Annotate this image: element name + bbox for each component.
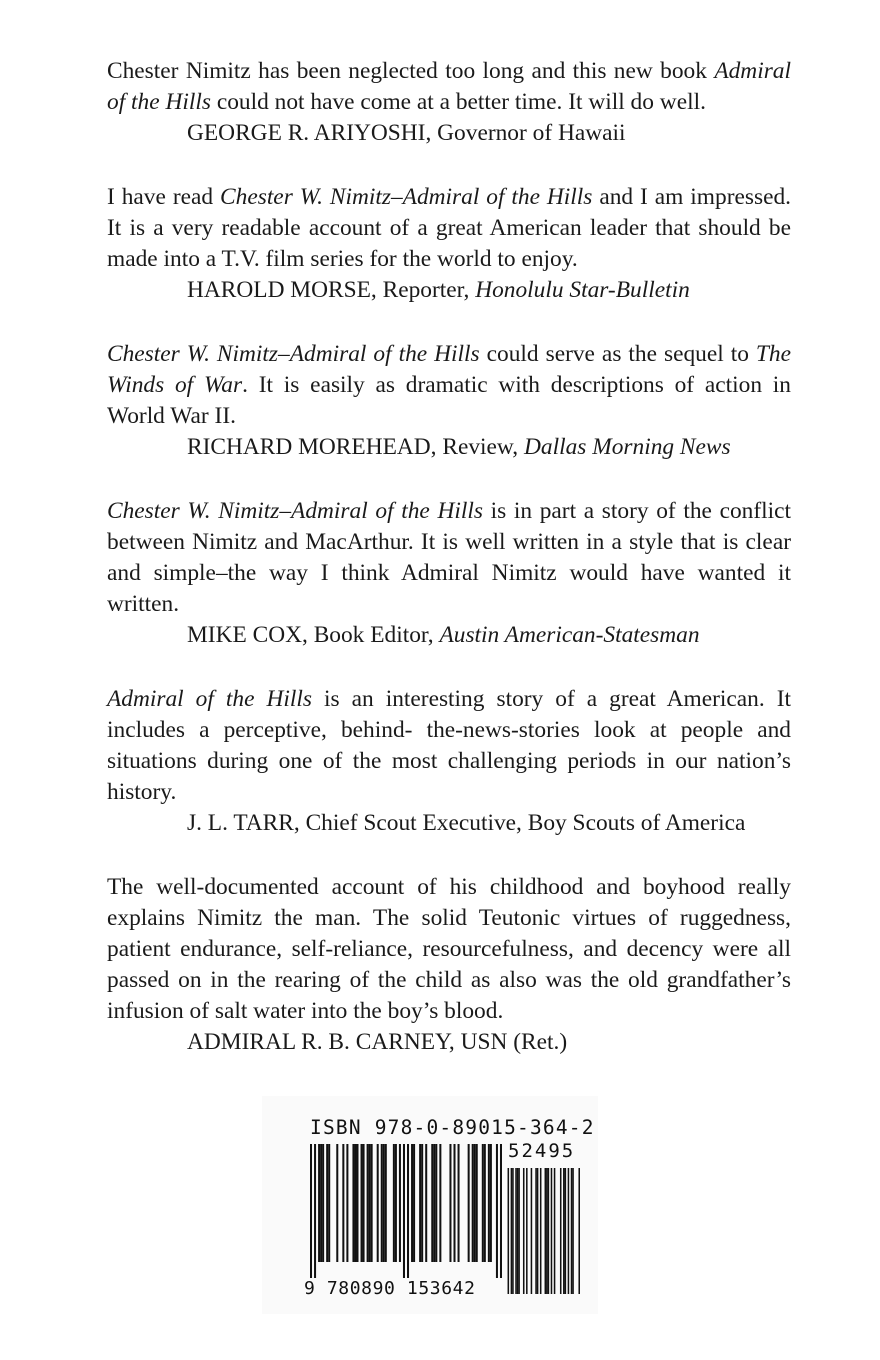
isbn-barcode	[262, 1096, 598, 1314]
barcode-bar	[560, 1168, 562, 1294]
barcode-bar	[385, 1144, 387, 1262]
review-quote	[107, 56, 791, 118]
barcode-bar	[361, 1144, 363, 1262]
reviewer-name: HAROLD MORSE, Reporter,	[187, 277, 476, 303]
review-quote	[107, 339, 791, 432]
barcode-bar	[546, 1168, 548, 1294]
review-blurb	[107, 872, 791, 1058]
barcode-bar	[490, 1144, 492, 1262]
reviewer-name: J. L. TARR, Chief Scout Executive, Boy Scouts of America	[187, 810, 746, 836]
review-blurb	[107, 56, 791, 149]
barcode-bar	[431, 1144, 433, 1262]
barcode-bar	[531, 1168, 533, 1294]
publication-name: Honolulu Star-Bulletin	[475, 277, 690, 303]
quote-text: I have read	[107, 184, 221, 210]
barcode-bar	[508, 1168, 510, 1294]
review-attribution	[107, 1027, 791, 1058]
italic-title: Admiral of the Hills	[107, 58, 791, 115]
review-blurb	[107, 684, 791, 839]
barcode-bar	[453, 1144, 455, 1262]
barcode-bar	[310, 1144, 312, 1278]
italic-title: Chester W. Nimitz–Admiral of the Hills	[107, 498, 483, 524]
review-blurb	[107, 339, 791, 463]
quote-text: The well-documented account of his childhood and boyhood really explains Nimitz the man. The solid Teutonic virtues of ruggedness, patient endurance, self-reliance, resourcefulness, and decency were all passed on in the rearing of the child as also was the old grandfather’s infusion of salt water into the boy’s blood.	[107, 874, 791, 1024]
quote-text: and I am impressed. It is a very readable account of a great American leader that should be made into a T.V. film series for the world to enjoy.	[107, 184, 791, 272]
barcode-bar	[383, 1144, 385, 1262]
review-quote	[107, 496, 791, 620]
barcode-bar	[449, 1144, 451, 1262]
reviewer-name: RICHARD MOREHEAD, Review,	[187, 434, 524, 460]
barcode-bar	[537, 1168, 539, 1294]
barcode-bar	[500, 1144, 502, 1278]
barcode-bar	[393, 1144, 395, 1262]
barcode-bar	[367, 1144, 369, 1262]
barcode-bar	[565, 1168, 567, 1294]
review-attribution	[107, 275, 791, 306]
isbn-label: ISBN 978-0-89015-364-2	[310, 1116, 595, 1139]
barcode-bar	[488, 1144, 490, 1262]
barcode-bar	[563, 1168, 565, 1294]
barcode-bar	[518, 1168, 520, 1294]
ean5-addon-bars	[506, 1168, 580, 1294]
barcode-bar	[439, 1144, 441, 1262]
barcode-bar	[314, 1144, 316, 1278]
barcode-bar	[377, 1144, 379, 1262]
barcode-bar	[484, 1144, 486, 1262]
barcode-bar	[535, 1168, 537, 1294]
barcode-bar	[511, 1168, 513, 1294]
barcode-bar	[318, 1144, 320, 1262]
italic-title: Chester W. Nimitz–Admiral of the Hills	[107, 341, 480, 367]
reviewer-name: GEORGE R. ARIYOSHI, Governor of Hawaii	[187, 120, 626, 146]
barcode-bar	[352, 1144, 354, 1262]
barcode-bar	[496, 1144, 498, 1278]
price-addon-digits: 52495	[508, 1140, 576, 1162]
publication-name: Dallas Morning News	[523, 434, 731, 460]
barcode-bar	[395, 1144, 397, 1262]
barcode-bar	[403, 1144, 405, 1278]
barcode-bar	[458, 1144, 460, 1262]
quote-text: is in part a story of the conflict between Nimitz and MacArthur. It is well written in a style that is clear and simple–the way I think Admiral Nimitz would have wanted it written.	[107, 498, 792, 617]
barcode-bar	[399, 1144, 401, 1262]
barcode-bar	[425, 1144, 427, 1262]
barcode-bar	[413, 1144, 415, 1262]
barcode-bar	[328, 1144, 330, 1262]
barcode-bar	[578, 1168, 580, 1294]
barcode-bar	[551, 1168, 553, 1294]
barcode-bar	[419, 1144, 421, 1262]
barcode-bar	[476, 1144, 478, 1262]
barcode-bar	[342, 1144, 344, 1262]
barcode-bar	[468, 1144, 470, 1262]
barcode-bar	[336, 1144, 338, 1262]
barcode-bar	[568, 1168, 570, 1294]
barcode-bar	[515, 1168, 517, 1294]
review-quote	[107, 872, 791, 1027]
italic-title: Admiral of the Hills	[107, 686, 312, 712]
quote-text: is an interesting story of a great American. It includes a perceptive, behind- the-news-stories look at people and situations during one of the most challenging periods in our nation’s history.	[107, 686, 791, 805]
barcode-bar	[371, 1144, 373, 1262]
barcode-bar	[548, 1168, 550, 1294]
barcode-bar	[540, 1168, 542, 1294]
publication-name: Austin American-Statesman	[439, 622, 700, 648]
review-quote	[107, 182, 791, 275]
barcode-bar	[554, 1168, 556, 1294]
reviewer-name: MIKE COX, Book Editor,	[187, 622, 440, 648]
review-blurb	[107, 496, 791, 651]
review-attribution	[107, 118, 791, 149]
barcode-bar	[572, 1168, 574, 1294]
barcode-bar	[512, 1168, 514, 1294]
review-attribution	[107, 432, 791, 463]
quote-text: Chester Nimitz has been neglected too long and this new book	[107, 58, 715, 84]
quote-text: . It is easily as dramatic with descriptions of action in World War II.	[107, 372, 791, 429]
barcode-bar	[545, 1168, 547, 1294]
barcode-bar	[482, 1144, 484, 1262]
review-blurb	[107, 182, 791, 306]
barcode-bar	[433, 1144, 435, 1262]
barcode-bar	[407, 1144, 409, 1278]
quote-text: could not have come at a better time. It will do well.	[210, 89, 706, 115]
barcode-bar	[320, 1144, 322, 1262]
barcode-bar	[571, 1168, 573, 1294]
barcode-bar	[363, 1144, 365, 1262]
ean13-barcode-bars	[310, 1144, 502, 1278]
barcode-bar	[322, 1144, 324, 1262]
barcode-bar	[526, 1168, 528, 1294]
ean13-digits: 9 780890 153642	[304, 1278, 476, 1299]
reviewer-name: ADMIRAL R. B. CARNEY, USN (Ret.)	[187, 1029, 568, 1055]
barcode-bar	[474, 1144, 476, 1262]
italic-title: The Winds of War	[107, 341, 792, 398]
barcode-bar	[346, 1144, 348, 1262]
barcode-bar	[381, 1144, 383, 1262]
barcode-bar	[326, 1144, 328, 1262]
barcode-bar	[354, 1144, 356, 1262]
review-attribution	[107, 620, 791, 651]
review-blurbs	[107, 56, 791, 1091]
barcode-bar	[472, 1144, 474, 1262]
barcode-bar	[369, 1144, 371, 1262]
barcode-bar	[421, 1144, 423, 1262]
review-attribution	[107, 808, 791, 839]
review-quote	[107, 684, 791, 808]
barcode-bar	[411, 1144, 413, 1262]
barcode-bar	[517, 1168, 519, 1294]
barcode-bar	[356, 1144, 358, 1262]
barcode-bar	[435, 1144, 437, 1262]
barcode-bar	[523, 1168, 525, 1294]
quote-text: could serve as the sequel to	[479, 341, 756, 367]
italic-title: Chester W. Nimitz–Admiral of the Hills	[220, 184, 593, 210]
